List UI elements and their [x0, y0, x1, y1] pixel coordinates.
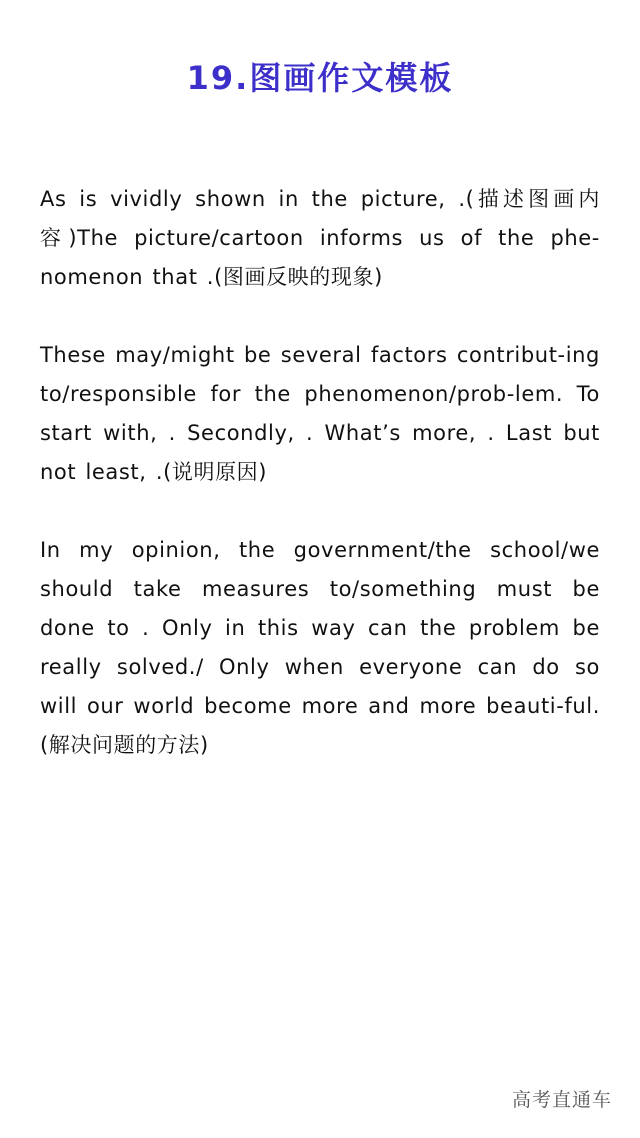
paragraph-reasons: These may/might be several factors contribut-ing to/responsible for the phenomenon/prob-lem. To start with, . Secondly, . What’s more, . Last but not least, .(说明原因)	[40, 343, 600, 484]
watermark-text: 高考直通车	[511, 1089, 612, 1111]
paragraph-describe-picture: As is vividly shown in the picture, .(描述图画内容)The picture/cartoon informs us of the phe-nomenon that .(图画反映的现象)	[40, 187, 600, 289]
page-title: 19.图画作文模板	[186, 59, 454, 97]
template-body	[40, 180, 600, 804]
paragraph-solutions: In my opinion, the government/the school/we should take measures to/something must be done to . Only in this way can the problem be really solved./ Only when everyone can do so will our world become more and more beauti-ful.(解决问题的方法)	[40, 538, 600, 757]
